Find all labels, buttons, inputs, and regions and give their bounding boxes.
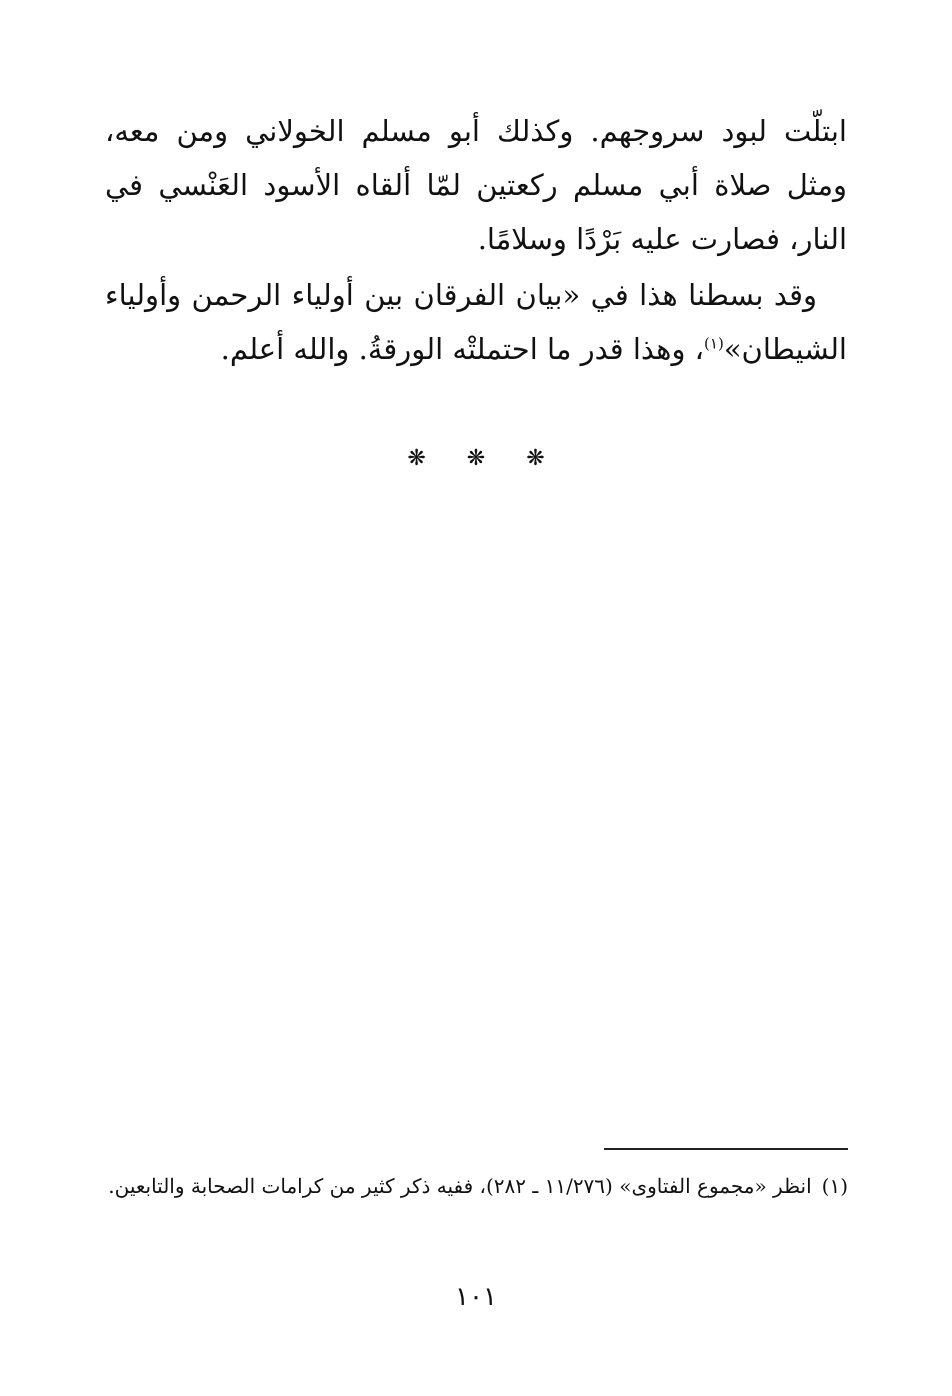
footnote-divider bbox=[604, 1148, 848, 1150]
asterism-icon: ❋ bbox=[526, 446, 545, 471]
paragraph-2-text-after-ref: ، وهذا قدر ما احتملتْه الورقةُ. والله أعلم. bbox=[220, 332, 705, 366]
page-number: ١٠١ bbox=[455, 1282, 497, 1312]
footnote-number: (١) bbox=[821, 1174, 848, 1198]
asterism-icon: ❋ bbox=[466, 446, 486, 471]
footnote-text: انظر «مجموع الفتاوى» (١١/٢٧٦ ـ ٢٨٢)، ففيه ذكر كثير من كرامات الصحابة والتابعين. bbox=[108, 1174, 812, 1198]
asterism-icon: ❋ bbox=[407, 446, 426, 471]
paragraph-2 bbox=[105, 268, 847, 376]
footnote-reference[interactable]: (١) bbox=[704, 334, 724, 353]
paragraph-2-text-before-ref: وقد بسطنا هذا في «بيان الفرقان بين أولياء الرحمن وأولياء الشيطان» bbox=[105, 278, 847, 366]
paragraph-1: ابتلّت لبود سروجهم. وكذلك أبو مسلم الخولاني ومن معه، ومثل صلاة أبي مسلم ركعتين لمّا ألقاه الأسود العَنْسي في النار، فصارت عليه بَرْدًا وسلامًا. bbox=[105, 114, 847, 256]
section-separator bbox=[0, 446, 952, 471]
footnote bbox=[104, 1166, 848, 1206]
